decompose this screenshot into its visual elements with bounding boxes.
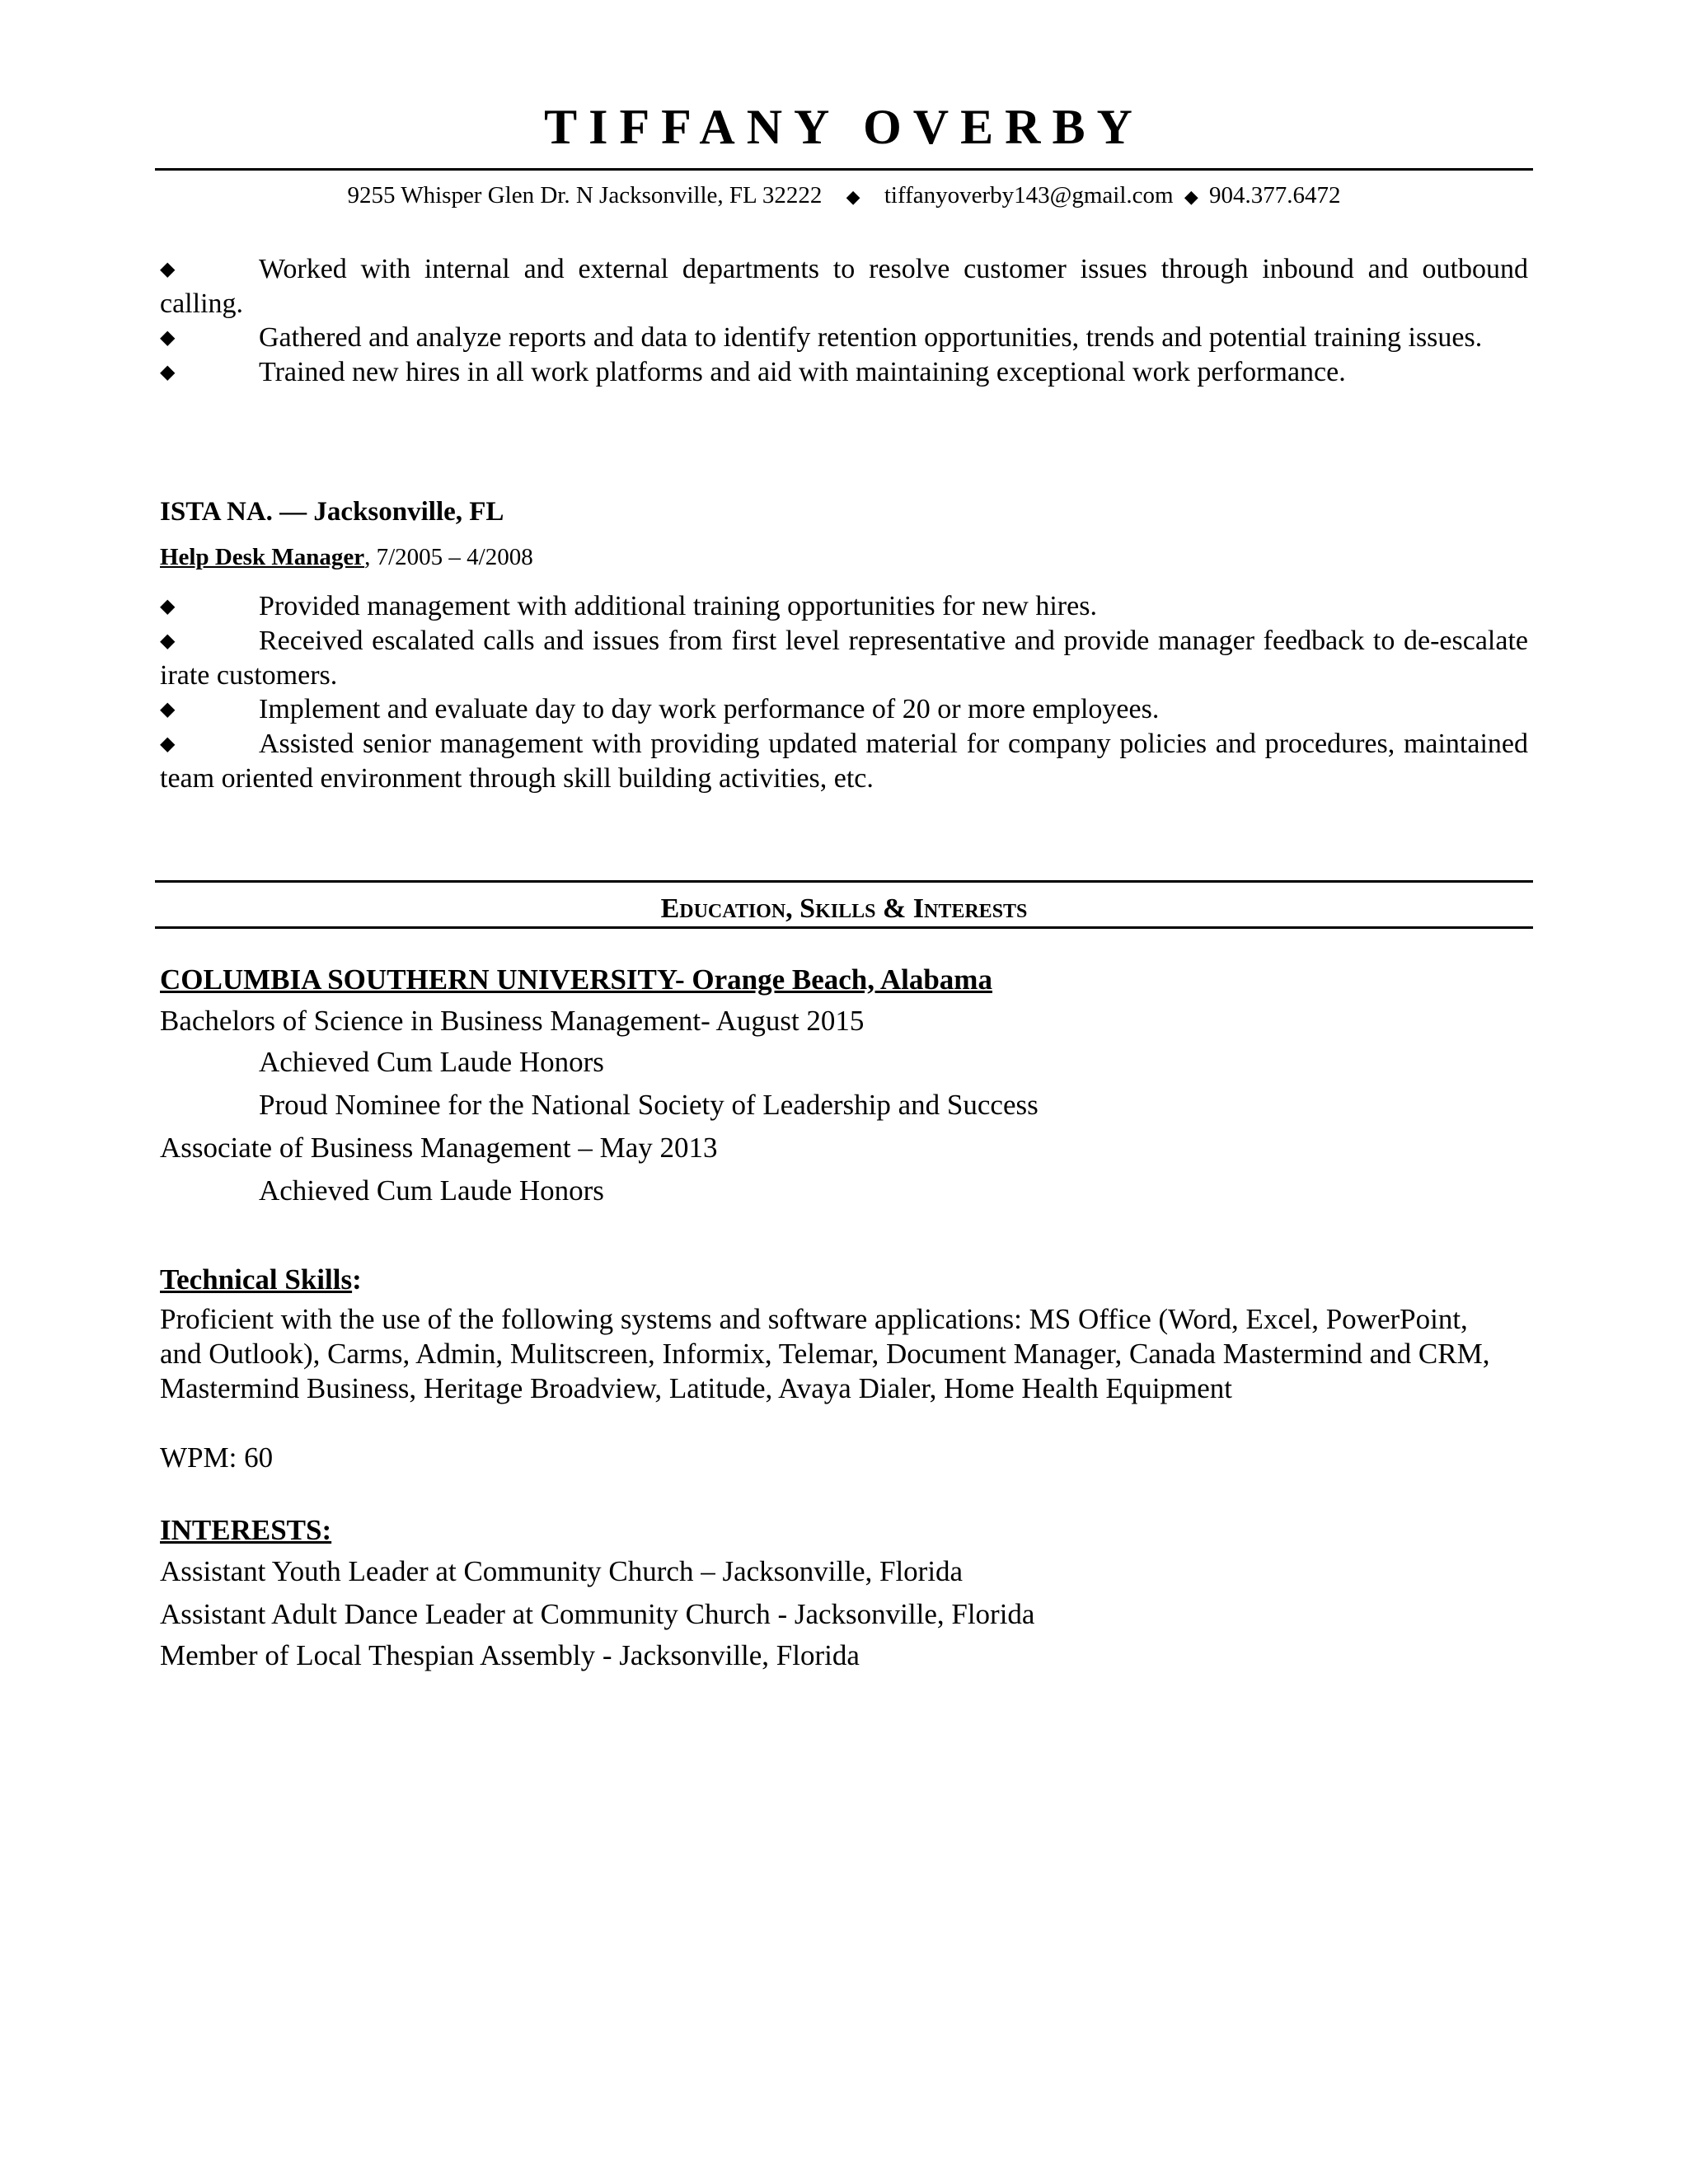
school-name: COLUMBIA SOUTHERN UNIVERSITY- Orange Beach, Alabama: [160, 963, 992, 996]
candidate-name: TIFFANY OVERBY: [544, 100, 1144, 154]
diamond-bullet-icon: ◆: [160, 733, 176, 755]
employer-name: ISTA NA. — Jacksonville, FL: [160, 497, 504, 527]
list-item: ◆ Implement and evaluate day to day work performance of 20 or more employees.: [160, 692, 1528, 727]
list-item: Member of Local Thespian Assembly - Jacksonville, Florida: [160, 1639, 860, 1671]
diamond-bullet-icon: ◆: [160, 699, 176, 720]
job-dates: , 7/2005 – 4/2008: [364, 544, 533, 570]
previous-job-bullets: [160, 252, 1528, 390]
list-item: ◆ Received escalated calls and issues from first level representative and provide manager feedback to de-escalate irate customers.: [160, 626, 1528, 691]
header-rule: [155, 168, 1533, 171]
section-rule-top: [155, 880, 1533, 883]
section-rule-bottom: [155, 926, 1533, 929]
phone: 904.377.6472: [1209, 182, 1341, 209]
wpm-line: WPM: 60: [160, 1441, 274, 1474]
honor-item: Proud Nominee for the National Society of Leadership and Success: [259, 1089, 1039, 1121]
technical-skills-text: Proficient with the use of the following systems and software applications: MS Office (Word, Excel, PowerPoint, and Outlook), Carms, Admin, Mulitscreen, Informix, Telemar, Document Manager, Canada Mastermind and CRM, Mastermind Business, Heritage Broadview, Latitude, Avaya Dialer, Home Health Equipment: [160, 1303, 1490, 1404]
list-item: ◆ Worked with internal and external departments to resolve customer issues through inbound and outbound calling.: [160, 254, 1528, 319]
honor-item: Achieved Cum Laude Honors: [259, 1046, 604, 1078]
list-item: ◆ Gathered and analyze reports and data to identify retention opportunities, trends and potential training issues.: [160, 321, 1528, 355]
list-item: Assistant Adult Dance Leader at Community Church - Jacksonville, Florida: [160, 1598, 1035, 1630]
list-item: ◆ Trained new hires in all work platforms and aid with maintaining exceptional work performance.: [160, 355, 1528, 390]
job-title: Help Desk Manager: [160, 544, 365, 570]
job-title-line: [160, 542, 533, 572]
diamond-bullet-icon: ◆: [160, 259, 176, 280]
honor-item: Achieved Cum Laude Honors: [259, 1174, 604, 1207]
list-item: Assistant Youth Leader at Community Church – Jacksonville, Florida: [160, 1555, 964, 1587]
interests-heading: INTERESTS:: [160, 1514, 332, 1546]
diamond-bullet-icon: ◆: [160, 327, 176, 349]
diamond-bullet-icon: ◆: [160, 630, 176, 652]
list-item: ◆ Provided management with additional training opportunities for new hires.: [160, 589, 1528, 624]
diamond-separator-icon: ◆: [846, 186, 860, 207]
email: tiffanyoverby143@gmail.com: [884, 182, 1174, 209]
diamond-bullet-icon: ◆: [160, 362, 176, 383]
ista-job-bullets: [160, 589, 1528, 795]
list-item: ◆ Assisted senior management with providing updated material for company policies and procedures, maintained team oriented environment through skill building activities, etc.: [160, 729, 1528, 794]
section-heading: Education, Skills & Interests: [660, 893, 1028, 924]
diamond-separator-icon: ◆: [1184, 186, 1198, 207]
address: 9255 Whisper Glen Dr. N Jacksonville, FL 32222: [347, 182, 823, 209]
degree-associate: Associate of Business Management – May 2013: [160, 1132, 718, 1164]
technical-skills-heading: Technical Skills:: [160, 1263, 362, 1296]
degree-bachelors: Bachelors of Science in Business Management- August 2015: [160, 1005, 865, 1037]
contact-line: [0, 180, 1688, 213]
diamond-bullet-icon: ◆: [160, 596, 176, 617]
